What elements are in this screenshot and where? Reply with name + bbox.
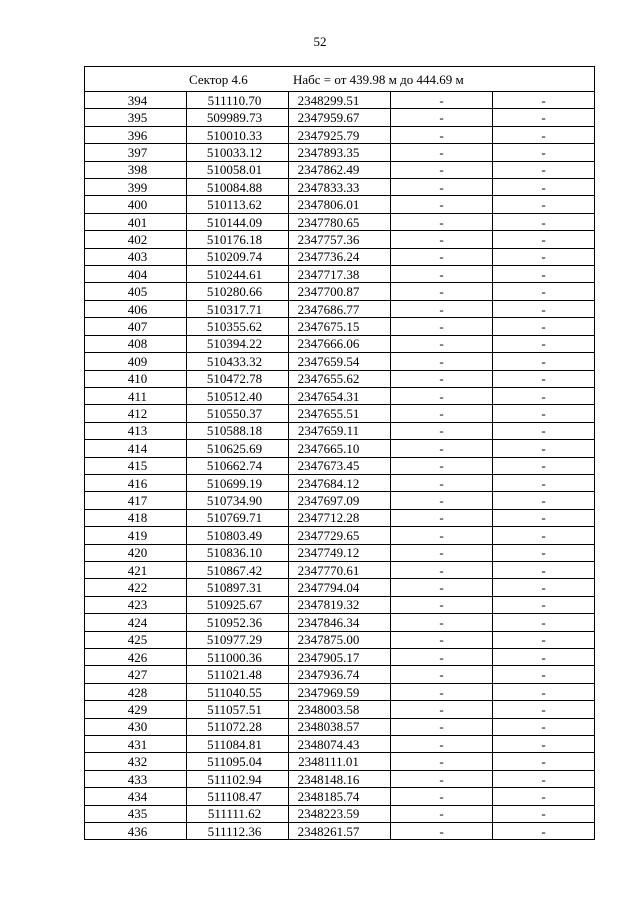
dash-cell-a: - (391, 144, 493, 161)
point-number-cell: 405 (85, 283, 187, 300)
table-row (85, 161, 595, 178)
y-coordinate-cell: 2347665.10 (289, 440, 391, 457)
dash-cell-a: - (391, 736, 493, 753)
table-row (85, 248, 595, 265)
point-number-cell: 414 (85, 440, 187, 457)
x-coordinate-cell: 510144.09 (187, 213, 289, 230)
x-coordinate-cell: 510867.42 (187, 561, 289, 578)
dash-cell-a: - (391, 788, 493, 805)
x-coordinate-cell: 511095.04 (187, 753, 289, 770)
y-coordinate-cell: 2347736.24 (289, 248, 391, 265)
table-row (85, 544, 595, 561)
point-number-cell: 415 (85, 457, 187, 474)
x-coordinate-cell: 510010.33 (187, 126, 289, 143)
dash-cell-b: - (493, 788, 595, 805)
x-coordinate-cell: 510734.90 (187, 492, 289, 509)
table-row (85, 614, 595, 631)
table-row (85, 718, 595, 735)
point-number-cell: 420 (85, 544, 187, 561)
dash-cell-b: - (493, 561, 595, 578)
dash-cell-a: - (391, 666, 493, 683)
y-coordinate-cell: 2347757.36 (289, 231, 391, 248)
x-coordinate-cell: 510925.67 (187, 596, 289, 613)
x-coordinate-cell: 510512.40 (187, 387, 289, 404)
point-number-cell: 436 (85, 823, 187, 840)
dash-cell-a: - (391, 631, 493, 648)
x-coordinate-cell: 511057.51 (187, 701, 289, 718)
x-coordinate-cell: 510836.10 (187, 544, 289, 561)
point-number-cell: 433 (85, 770, 187, 787)
point-number-cell: 413 (85, 422, 187, 439)
point-number-cell: 406 (85, 300, 187, 317)
x-coordinate-cell: 510472.78 (187, 370, 289, 387)
table-row (85, 596, 595, 613)
y-coordinate-cell: 2348261.57 (289, 823, 391, 840)
point-number-cell: 410 (85, 370, 187, 387)
dash-cell-b: - (493, 666, 595, 683)
table-row (85, 631, 595, 648)
table-row (85, 701, 595, 718)
point-number-cell: 423 (85, 596, 187, 613)
table-row (85, 457, 595, 474)
point-number-cell: 396 (85, 126, 187, 143)
dash-cell-a: - (391, 440, 493, 457)
table-row (85, 405, 595, 422)
y-coordinate-cell: 2348223.59 (289, 805, 391, 822)
dash-cell-a: - (391, 422, 493, 439)
dash-cell-a: - (391, 492, 493, 509)
table-row (85, 649, 595, 666)
y-coordinate-cell: 2347936.74 (289, 666, 391, 683)
dash-cell-a: - (391, 405, 493, 422)
x-coordinate-cell: 511102.94 (187, 770, 289, 787)
y-coordinate-cell: 2347712.28 (289, 509, 391, 526)
y-coordinate-cell: 2347893.35 (289, 144, 391, 161)
table-row (85, 266, 595, 283)
point-number-cell: 425 (85, 631, 187, 648)
table-row (85, 788, 595, 805)
x-coordinate-cell: 510769.71 (187, 509, 289, 526)
y-coordinate-cell: 2347925.79 (289, 126, 391, 143)
dash-cell-b: - (493, 353, 595, 370)
x-coordinate-cell: 510588.18 (187, 422, 289, 439)
point-number-cell: 429 (85, 701, 187, 718)
x-coordinate-cell: 511111.62 (187, 805, 289, 822)
dash-cell-a: - (391, 161, 493, 178)
dash-cell-b: - (493, 474, 595, 491)
table-row (85, 126, 595, 143)
y-coordinate-cell: 2347655.62 (289, 370, 391, 387)
table-row (85, 422, 595, 439)
point-number-cell: 427 (85, 666, 187, 683)
dash-cell-b: - (493, 753, 595, 770)
table-row (85, 492, 595, 509)
table-row (85, 318, 595, 335)
dash-cell-a: - (391, 283, 493, 300)
table-row (85, 666, 595, 683)
table-row (85, 527, 595, 544)
table-row (85, 353, 595, 370)
x-coordinate-cell: 510803.49 (187, 527, 289, 544)
dash-cell-b: - (493, 213, 595, 230)
dash-cell-a: - (391, 509, 493, 526)
x-coordinate-cell: 510176.18 (187, 231, 289, 248)
dash-cell-b: - (493, 126, 595, 143)
table-row (85, 509, 595, 526)
dash-cell-a: - (391, 805, 493, 822)
y-coordinate-cell: 2347729.65 (289, 527, 391, 544)
dash-cell-b: - (493, 683, 595, 700)
dash-cell-a: - (391, 318, 493, 335)
x-coordinate-cell: 510033.12 (187, 144, 289, 161)
point-number-cell: 399 (85, 179, 187, 196)
y-coordinate-cell: 2347659.11 (289, 422, 391, 439)
dash-cell-b: - (493, 544, 595, 561)
dash-cell-a: - (391, 544, 493, 561)
y-coordinate-cell: 2347675.15 (289, 318, 391, 335)
y-coordinate-cell: 2347959.67 (289, 109, 391, 126)
y-coordinate-cell: 2347794.04 (289, 579, 391, 596)
dash-cell-b: - (493, 492, 595, 509)
dash-cell-a: - (391, 266, 493, 283)
y-coordinate-cell: 2347833.33 (289, 179, 391, 196)
table-row (85, 283, 595, 300)
dash-cell-a: - (391, 196, 493, 213)
point-number-cell: 424 (85, 614, 187, 631)
y-coordinate-cell: 2347659.54 (289, 353, 391, 370)
x-coordinate-cell: 510084.88 (187, 179, 289, 196)
table-row (85, 736, 595, 753)
point-number-cell: 394 (85, 92, 187, 109)
y-coordinate-cell: 2347862.49 (289, 161, 391, 178)
dash-cell-a: - (391, 527, 493, 544)
dash-cell-a: - (391, 718, 493, 735)
dash-cell-b: - (493, 161, 595, 178)
dash-cell-b: - (493, 718, 595, 735)
x-coordinate-cell: 511110.70 (187, 92, 289, 109)
point-number-cell: 416 (85, 474, 187, 491)
y-coordinate-cell: 2348299.51 (289, 92, 391, 109)
y-coordinate-cell: 2347697.09 (289, 492, 391, 509)
dash-cell-b: - (493, 440, 595, 457)
dash-cell-a: - (391, 300, 493, 317)
y-coordinate-cell: 2347654.31 (289, 387, 391, 404)
x-coordinate-cell: 511108.47 (187, 788, 289, 805)
dash-cell-b: - (493, 701, 595, 718)
dash-cell-a: - (391, 353, 493, 370)
dash-cell-a: - (391, 614, 493, 631)
x-coordinate-cell: 510394.22 (187, 335, 289, 352)
dash-cell-a: - (391, 387, 493, 404)
table-row (85, 300, 595, 317)
x-coordinate-cell: 510317.71 (187, 300, 289, 317)
table-row (85, 440, 595, 457)
dash-cell-a: - (391, 579, 493, 596)
point-number-cell: 428 (85, 683, 187, 700)
dash-cell-a: - (391, 474, 493, 491)
point-number-cell: 404 (85, 266, 187, 283)
dash-cell-a: - (391, 335, 493, 352)
dash-cell-b: - (493, 387, 595, 404)
table-row (85, 179, 595, 196)
dash-cell-b: - (493, 248, 595, 265)
y-coordinate-cell: 2348185.74 (289, 788, 391, 805)
dash-cell-a: - (391, 457, 493, 474)
y-coordinate-cell: 2347673.45 (289, 457, 391, 474)
dash-cell-b: - (493, 283, 595, 300)
y-coordinate-cell: 2347770.61 (289, 561, 391, 578)
y-coordinate-cell: 2348111.01 (289, 753, 391, 770)
x-coordinate-cell: 510433.32 (187, 353, 289, 370)
x-coordinate-cell: 510897.31 (187, 579, 289, 596)
dash-cell-a: - (391, 126, 493, 143)
y-coordinate-cell: 2348074.43 (289, 736, 391, 753)
point-number-cell: 412 (85, 405, 187, 422)
x-coordinate-cell: 511072.28 (187, 718, 289, 735)
dash-cell-a: - (391, 683, 493, 700)
dash-cell-b: - (493, 509, 595, 526)
y-coordinate-cell: 2348038.57 (289, 718, 391, 735)
dash-cell-a: - (391, 231, 493, 248)
table-row (85, 683, 595, 700)
x-coordinate-cell: 511040.55 (187, 683, 289, 700)
y-coordinate-cell: 2347819.32 (289, 596, 391, 613)
dash-cell-b: - (493, 422, 595, 439)
x-coordinate-cell: 510355.62 (187, 318, 289, 335)
x-coordinate-cell: 510058.01 (187, 161, 289, 178)
y-coordinate-cell: 2347780.65 (289, 213, 391, 230)
dash-cell-a: - (391, 596, 493, 613)
point-number-cell: 395 (85, 109, 187, 126)
dash-cell-b: - (493, 614, 595, 631)
dash-cell-a: - (391, 649, 493, 666)
dash-cell-a: - (391, 213, 493, 230)
dash-cell-a: - (391, 109, 493, 126)
dash-cell-b: - (493, 231, 595, 248)
point-number-cell: 401 (85, 213, 187, 230)
dash-cell-b: - (493, 736, 595, 753)
y-coordinate-cell: 2347684.12 (289, 474, 391, 491)
table-row (85, 196, 595, 213)
y-coordinate-cell: 2347717.38 (289, 266, 391, 283)
coordinates-table (84, 66, 595, 840)
dash-cell-b: - (493, 92, 595, 109)
point-number-cell: 400 (85, 196, 187, 213)
x-coordinate-cell: 511000.36 (187, 649, 289, 666)
table-row (85, 579, 595, 596)
dash-cell-b: - (493, 770, 595, 787)
y-coordinate-cell: 2347846.34 (289, 614, 391, 631)
x-coordinate-cell: 511112.36 (187, 823, 289, 840)
point-number-cell: 407 (85, 318, 187, 335)
y-coordinate-cell: 2347806.01 (289, 196, 391, 213)
x-coordinate-cell: 510550.37 (187, 405, 289, 422)
point-number-cell: 402 (85, 231, 187, 248)
point-number-cell: 398 (85, 161, 187, 178)
dash-cell-b: - (493, 300, 595, 317)
x-coordinate-cell: 510280.66 (187, 283, 289, 300)
page-number: 52 (313, 34, 327, 49)
x-coordinate-cell: 510244.61 (187, 266, 289, 283)
y-coordinate-cell: 2348003.58 (289, 701, 391, 718)
dash-cell-b: - (493, 335, 595, 352)
dash-cell-a: - (391, 179, 493, 196)
dash-cell-b: - (493, 631, 595, 648)
table-row (85, 144, 595, 161)
point-number-cell: 397 (85, 144, 187, 161)
table-row (85, 231, 595, 248)
dash-cell-b: - (493, 405, 595, 422)
dash-cell-a: - (391, 92, 493, 109)
x-coordinate-cell: 511021.48 (187, 666, 289, 683)
point-number-cell: 435 (85, 805, 187, 822)
point-number-cell: 419 (85, 527, 187, 544)
point-number-cell: 403 (85, 248, 187, 265)
dash-cell-b: - (493, 370, 595, 387)
table-row (85, 370, 595, 387)
dash-cell-b: - (493, 109, 595, 126)
x-coordinate-cell: 510625.69 (187, 440, 289, 457)
point-number-cell: 409 (85, 353, 187, 370)
x-coordinate-cell: 510699.19 (187, 474, 289, 491)
dash-cell-b: - (493, 596, 595, 613)
y-coordinate-cell: 2347686.77 (289, 300, 391, 317)
x-coordinate-cell: 510662.74 (187, 457, 289, 474)
table-row (85, 213, 595, 230)
dash-cell-b: - (493, 527, 595, 544)
x-coordinate-cell: 511084.81 (187, 736, 289, 753)
dash-cell-b: - (493, 823, 595, 840)
y-coordinate-cell: 2347905.17 (289, 649, 391, 666)
point-number-cell: 417 (85, 492, 187, 509)
y-coordinate-cell: 2347749.12 (289, 544, 391, 561)
point-number-cell: 434 (85, 788, 187, 805)
point-number-cell: 418 (85, 509, 187, 526)
table-row (85, 770, 595, 787)
table-row (85, 92, 595, 109)
point-number-cell: 421 (85, 561, 187, 578)
x-coordinate-cell: 510209.74 (187, 248, 289, 265)
point-number-cell: 426 (85, 649, 187, 666)
x-coordinate-cell: 509989.73 (187, 109, 289, 126)
dash-cell-a: - (391, 701, 493, 718)
dash-cell-b: - (493, 649, 595, 666)
point-number-cell: 411 (85, 387, 187, 404)
y-coordinate-cell: 2347655.51 (289, 405, 391, 422)
sector-label: Сектор 4.6 (189, 71, 248, 87)
y-coordinate-cell: 2347875.00 (289, 631, 391, 648)
dash-cell-b: - (493, 805, 595, 822)
point-number-cell: 430 (85, 718, 187, 735)
coordinates-table-body (85, 67, 595, 840)
dash-cell-a: - (391, 823, 493, 840)
dash-cell-a: - (391, 753, 493, 770)
point-number-cell: 432 (85, 753, 187, 770)
dash-cell-b: - (493, 196, 595, 213)
height-range-label: Набс = от 439.98 м до 444.69 м (293, 71, 464, 87)
y-coordinate-cell: 2347666.06 (289, 335, 391, 352)
table-row (85, 474, 595, 491)
table-row (85, 753, 595, 770)
table-row (85, 335, 595, 352)
y-coordinate-cell: 2347700.87 (289, 283, 391, 300)
table-row (85, 109, 595, 126)
dash-cell-b: - (493, 144, 595, 161)
dash-cell-b: - (493, 457, 595, 474)
y-coordinate-cell: 2347969.59 (289, 683, 391, 700)
dash-cell-a: - (391, 770, 493, 787)
table-row (85, 561, 595, 578)
dash-cell-a: - (391, 561, 493, 578)
dash-cell-b: - (493, 579, 595, 596)
dash-cell-a: - (391, 370, 493, 387)
point-number-cell: 431 (85, 736, 187, 753)
sector-header-cell (85, 67, 595, 92)
dash-cell-b: - (493, 318, 595, 335)
point-number-cell: 422 (85, 579, 187, 596)
table-row (85, 805, 595, 822)
point-number-cell: 408 (85, 335, 187, 352)
y-coordinate-cell: 2348148.16 (289, 770, 391, 787)
sector-header-row (85, 67, 595, 92)
dash-cell-a: - (391, 248, 493, 265)
dash-cell-b: - (493, 179, 595, 196)
table-row (85, 387, 595, 404)
dash-cell-b: - (493, 266, 595, 283)
x-coordinate-cell: 510113.62 (187, 196, 289, 213)
table-row (85, 823, 595, 840)
x-coordinate-cell: 510977.29 (187, 631, 289, 648)
x-coordinate-cell: 510952.36 (187, 614, 289, 631)
